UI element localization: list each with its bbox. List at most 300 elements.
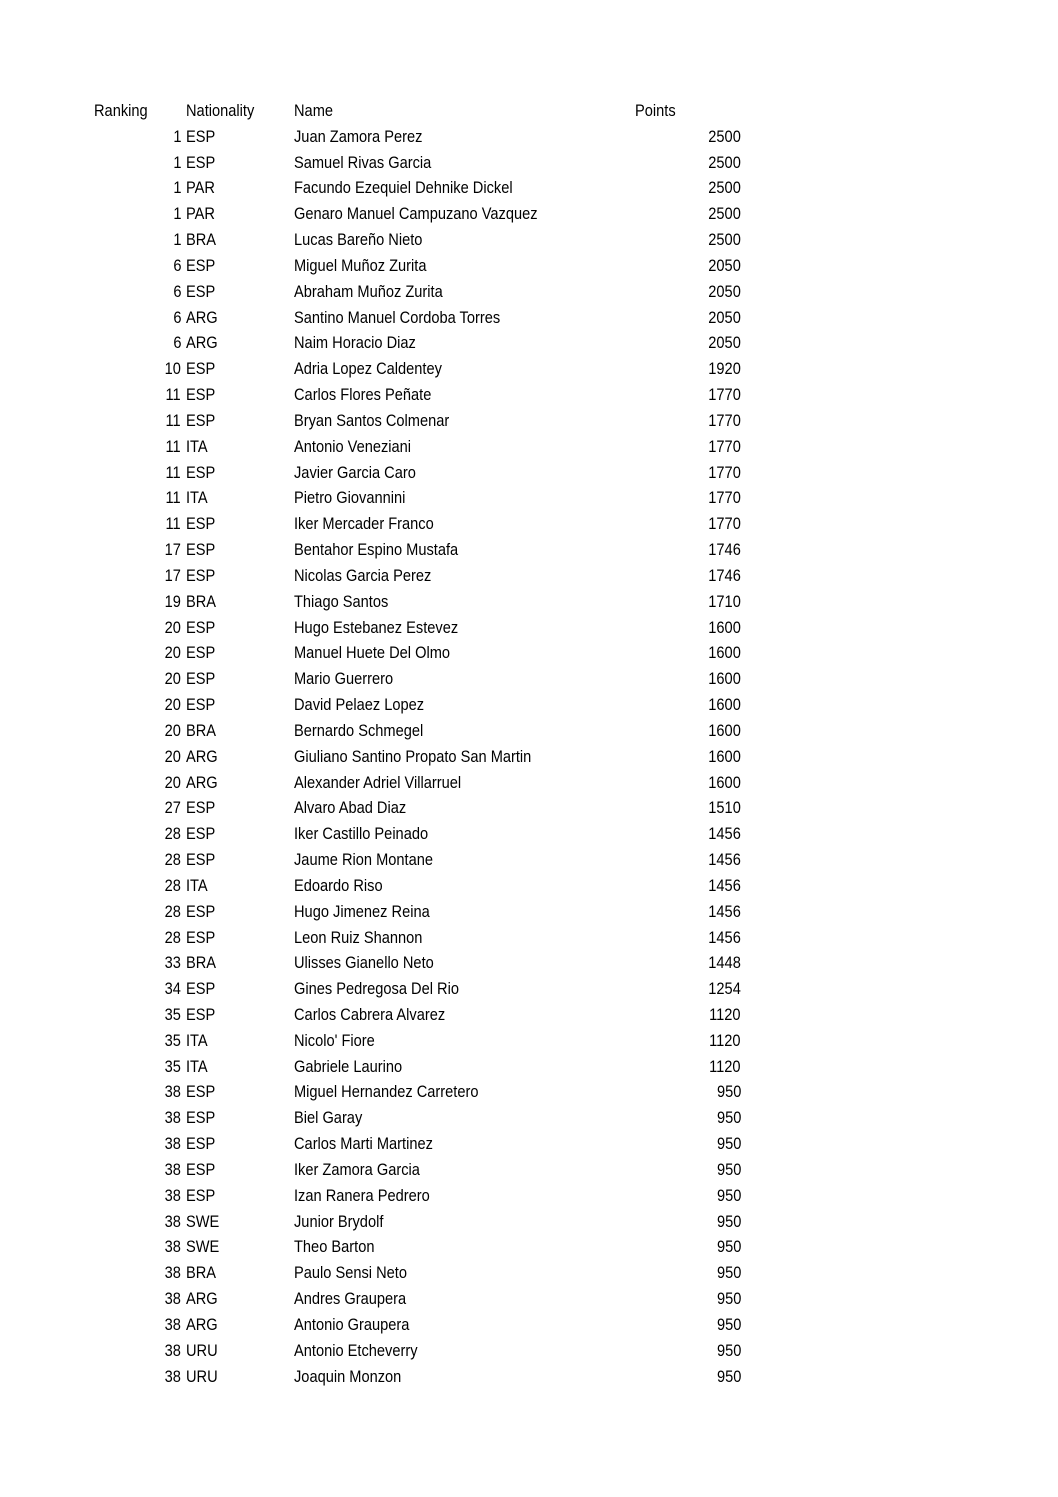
points-cell bbox=[630, 615, 741, 641]
points-value: 1770 bbox=[708, 488, 741, 508]
points-value: 950 bbox=[716, 1366, 741, 1386]
points-value: 950 bbox=[716, 1263, 741, 1283]
ranking-value: 34 bbox=[164, 979, 181, 999]
points-value: 2050 bbox=[708, 307, 741, 327]
table-row bbox=[0, 718, 1058, 744]
nationality-value: ESP bbox=[186, 824, 216, 844]
name-cell bbox=[294, 1183, 624, 1209]
points-cell bbox=[630, 666, 741, 692]
nationality-value: ESP bbox=[186, 1134, 216, 1154]
table-row bbox=[0, 821, 1058, 847]
player-name: Izan Ranera Pedrero bbox=[294, 1185, 430, 1205]
table-row bbox=[0, 873, 1058, 899]
nationality-value: ESP bbox=[186, 1185, 216, 1205]
ranking-cell bbox=[94, 1028, 181, 1054]
nationality-value: ITA bbox=[186, 1030, 208, 1050]
ranking-table bbox=[0, 98, 1058, 1389]
table-row bbox=[0, 1286, 1058, 1312]
points-value: 1456 bbox=[708, 824, 741, 844]
player-name: Carlos Cabrera Alvarez bbox=[294, 1004, 446, 1024]
name-cell bbox=[294, 1002, 624, 1028]
points-cell bbox=[630, 1338, 741, 1364]
player-name: Manuel Huete Del Olmo bbox=[294, 643, 451, 663]
points-cell bbox=[630, 330, 741, 356]
player-name: Nicolo' Fiore bbox=[294, 1030, 375, 1050]
table-row bbox=[0, 382, 1058, 408]
points-cell bbox=[630, 537, 741, 563]
nationality-cell bbox=[186, 356, 286, 382]
points-cell bbox=[630, 1131, 741, 1157]
name-cell bbox=[294, 330, 624, 356]
nationality-cell bbox=[186, 150, 286, 176]
points-cell bbox=[630, 1157, 741, 1183]
ranking-cell bbox=[94, 330, 181, 356]
points-value: 1510 bbox=[708, 798, 741, 818]
nationality-value: ITA bbox=[186, 1056, 208, 1076]
ranking-cell bbox=[94, 356, 181, 382]
points-value: 950 bbox=[716, 1134, 741, 1154]
table-row bbox=[0, 1312, 1058, 1338]
points-value: 950 bbox=[716, 1108, 741, 1128]
points-cell bbox=[630, 692, 741, 718]
points-value: 950 bbox=[716, 1289, 741, 1309]
points-cell bbox=[630, 175, 741, 201]
points-cell bbox=[630, 434, 741, 460]
name-cell bbox=[294, 150, 624, 176]
points-value: 1600 bbox=[708, 669, 741, 689]
nationality-cell bbox=[186, 1105, 286, 1131]
points-cell bbox=[630, 227, 741, 253]
player-name: Mario Guerrero bbox=[294, 669, 394, 689]
nationality-value: ESP bbox=[186, 255, 216, 275]
points-value: 1600 bbox=[708, 617, 741, 637]
nationality-value: BRA bbox=[186, 230, 217, 250]
table-row bbox=[0, 1260, 1058, 1286]
points-cell bbox=[630, 1286, 741, 1312]
points-value: 1770 bbox=[708, 436, 741, 456]
name-cell bbox=[294, 976, 624, 1002]
ranking-value: 20 bbox=[164, 772, 181, 792]
table-row bbox=[0, 330, 1058, 356]
table-header-row bbox=[0, 98, 1058, 124]
nationality-value: SWE bbox=[186, 1237, 220, 1257]
name-cell bbox=[294, 770, 624, 796]
points-cell bbox=[630, 1234, 741, 1260]
nationality-cell bbox=[186, 1234, 286, 1260]
nationality-cell bbox=[186, 1054, 286, 1080]
nationality-cell bbox=[186, 227, 286, 253]
ranking-value: 19 bbox=[164, 591, 181, 611]
nationality-cell bbox=[186, 666, 286, 692]
name-cell bbox=[294, 485, 624, 511]
player-name: Iker Mercader Franco bbox=[294, 514, 434, 534]
ranking-cell bbox=[94, 253, 181, 279]
nationality-value: ARG bbox=[186, 1314, 218, 1334]
table-row bbox=[0, 485, 1058, 511]
ranking-cell bbox=[94, 201, 181, 227]
nationality-cell bbox=[186, 718, 286, 744]
player-name: Edoardo Riso bbox=[294, 875, 383, 895]
nationality-value: ESP bbox=[186, 281, 216, 301]
nationality-value: ESP bbox=[186, 901, 216, 921]
ranking-value: 38 bbox=[164, 1134, 181, 1154]
player-name: Santino Manuel Cordoba Torres bbox=[294, 307, 501, 327]
table-row bbox=[0, 795, 1058, 821]
points-value: 950 bbox=[716, 1185, 741, 1205]
player-name: Bryan Santos Colmenar bbox=[294, 410, 450, 430]
nationality-value: ARG bbox=[186, 307, 218, 327]
nationality-value: ESP bbox=[186, 1108, 216, 1128]
points-cell bbox=[630, 976, 741, 1002]
table-row bbox=[0, 408, 1058, 434]
player-name: David Pelaez Lopez bbox=[294, 695, 425, 715]
ranking-value: 17 bbox=[164, 565, 181, 585]
ranking-value: 28 bbox=[164, 824, 181, 844]
table-row bbox=[0, 1157, 1058, 1183]
nationality-cell bbox=[186, 305, 286, 331]
table-row bbox=[0, 976, 1058, 1002]
name-cell bbox=[294, 1234, 624, 1260]
nationality-value: ESP bbox=[186, 462, 216, 482]
points-cell bbox=[630, 305, 741, 331]
player-name: Thiago Santos bbox=[294, 591, 389, 611]
table-row bbox=[0, 1234, 1058, 1260]
points-cell bbox=[630, 873, 741, 899]
ranking-value: 38 bbox=[164, 1314, 181, 1334]
player-name: Alexander Adriel Villarruel bbox=[294, 772, 462, 792]
name-cell bbox=[294, 1338, 624, 1364]
ranking-cell bbox=[94, 770, 181, 796]
points-value: 950 bbox=[716, 1082, 741, 1102]
nationality-cell bbox=[186, 1338, 286, 1364]
table-row bbox=[0, 175, 1058, 201]
nationality-value: ITA bbox=[186, 436, 208, 456]
ranking-value: 38 bbox=[164, 1185, 181, 1205]
nationality-value: ESP bbox=[186, 669, 216, 689]
points-cell bbox=[630, 925, 741, 951]
points-value: 1456 bbox=[708, 927, 741, 947]
nationality-value: ESP bbox=[186, 565, 216, 585]
table-row bbox=[0, 150, 1058, 176]
player-name: Lucas Bareño Nieto bbox=[294, 230, 423, 250]
player-name: Carlos Marti Martinez bbox=[294, 1134, 433, 1154]
nationality-value: ESP bbox=[186, 850, 216, 870]
ranking-value: 6 bbox=[172, 255, 181, 275]
player-name: Paulo Sensi Neto bbox=[294, 1263, 407, 1283]
ranking-cell bbox=[94, 1131, 181, 1157]
points-cell bbox=[630, 201, 741, 227]
ranking-cell bbox=[94, 1234, 181, 1260]
ranking-cell bbox=[94, 925, 181, 951]
nationality-value: BRA bbox=[186, 720, 217, 740]
name-cell bbox=[294, 460, 624, 486]
points-value: 950 bbox=[716, 1159, 741, 1179]
nationality-cell bbox=[186, 1209, 286, 1235]
nationality-value: URU bbox=[186, 1340, 218, 1360]
name-cell bbox=[294, 356, 624, 382]
points-value: 950 bbox=[716, 1340, 741, 1360]
table-row bbox=[0, 511, 1058, 537]
ranking-value: 17 bbox=[164, 540, 181, 560]
player-name: Theo Barton bbox=[294, 1237, 375, 1257]
ranking-cell bbox=[94, 795, 181, 821]
nationality-cell bbox=[186, 589, 286, 615]
ranking-cell bbox=[94, 305, 181, 331]
nationality-cell bbox=[186, 460, 286, 486]
player-name: Naim Horacio Diaz bbox=[294, 333, 416, 353]
points-cell bbox=[630, 1183, 741, 1209]
table-row bbox=[0, 1002, 1058, 1028]
player-name: Genaro Manuel Campuzano Vazquez bbox=[294, 204, 538, 224]
ranking-value: 33 bbox=[164, 953, 181, 973]
nationality-value: ESP bbox=[186, 126, 216, 146]
name-cell bbox=[294, 563, 624, 589]
player-name: Samuel Rivas Garcia bbox=[294, 152, 432, 172]
points-value: 1770 bbox=[708, 514, 741, 534]
points-cell bbox=[630, 1105, 741, 1131]
nationality-cell bbox=[186, 925, 286, 951]
points-value: 1600 bbox=[708, 746, 741, 766]
table-row bbox=[0, 1028, 1058, 1054]
nationality-value: URU bbox=[186, 1366, 218, 1386]
name-cell bbox=[294, 1028, 624, 1054]
ranking-cell bbox=[94, 950, 181, 976]
nationality-value: ARG bbox=[186, 1289, 218, 1309]
nationality-cell bbox=[186, 175, 286, 201]
player-name: Biel Garay bbox=[294, 1108, 363, 1128]
nationality-cell bbox=[186, 1364, 286, 1390]
ranking-cell bbox=[94, 1286, 181, 1312]
nationality-value: ESP bbox=[186, 979, 216, 999]
ranking-value: 11 bbox=[165, 385, 181, 405]
name-cell bbox=[294, 640, 624, 666]
nationality-cell bbox=[186, 279, 286, 305]
points-cell bbox=[630, 1312, 741, 1338]
nationality-cell bbox=[186, 770, 286, 796]
nationality-value: ESP bbox=[186, 617, 216, 637]
ranking-cell bbox=[94, 434, 181, 460]
points-cell bbox=[630, 460, 741, 486]
points-cell bbox=[630, 847, 741, 873]
points-value: 1456 bbox=[708, 875, 741, 895]
points-cell bbox=[630, 1002, 741, 1028]
points-cell bbox=[630, 640, 741, 666]
nationality-value: ESP bbox=[186, 1159, 216, 1179]
points-value: 950 bbox=[716, 1314, 741, 1334]
nationality-cell bbox=[186, 640, 286, 666]
table-row bbox=[0, 1183, 1058, 1209]
nationality-cell bbox=[186, 563, 286, 589]
points-cell bbox=[630, 718, 741, 744]
points-cell bbox=[630, 744, 741, 770]
ranking-cell bbox=[94, 485, 181, 511]
name-cell bbox=[294, 1054, 624, 1080]
player-name: Facundo Ezequiel Dehnike Dickel bbox=[294, 178, 513, 198]
name-cell bbox=[294, 124, 624, 150]
name-cell bbox=[294, 899, 624, 925]
nationality-cell bbox=[186, 1131, 286, 1157]
points-cell bbox=[630, 408, 741, 434]
player-name: Abraham Muñoz Zurita bbox=[294, 281, 443, 301]
player-name: Gines Pedregosa Del Rio bbox=[294, 979, 459, 999]
ranking-cell bbox=[94, 279, 181, 305]
player-name: Junior Brydolf bbox=[294, 1211, 384, 1231]
ranking-value: 38 bbox=[164, 1289, 181, 1309]
ranking-value: 11 bbox=[165, 462, 181, 482]
ranking-value: 1 bbox=[172, 178, 181, 198]
ranking-cell bbox=[94, 744, 181, 770]
player-name: Antonio Veneziani bbox=[294, 436, 412, 456]
ranking-value: 28 bbox=[164, 875, 181, 895]
ranking-cell bbox=[94, 1002, 181, 1028]
points-value: 2500 bbox=[708, 152, 741, 172]
player-name: Joaquin Monzon bbox=[294, 1366, 402, 1386]
header-ranking-label: Ranking bbox=[94, 101, 148, 120]
points-value: 1600 bbox=[708, 643, 741, 663]
nationality-value: ESP bbox=[186, 1004, 216, 1024]
nationality-value: ESP bbox=[186, 1082, 216, 1102]
points-value: 1120 bbox=[709, 1004, 741, 1024]
points-value: 1770 bbox=[708, 385, 741, 405]
ranking-cell bbox=[94, 1364, 181, 1390]
points-cell bbox=[630, 1364, 741, 1390]
ranking-cell bbox=[94, 382, 181, 408]
nationality-value: ARG bbox=[186, 333, 218, 353]
nationality-value: ESP bbox=[186, 540, 216, 560]
ranking-value: 28 bbox=[164, 927, 181, 947]
points-value: 1600 bbox=[708, 720, 741, 740]
points-cell bbox=[630, 795, 741, 821]
ranking-value: 28 bbox=[164, 901, 181, 921]
table-row bbox=[0, 950, 1058, 976]
ranking-cell bbox=[94, 1183, 181, 1209]
nationality-cell bbox=[186, 330, 286, 356]
table-row bbox=[0, 899, 1058, 925]
player-name: Jaume Rion Montane bbox=[294, 850, 433, 870]
ranking-value: 38 bbox=[164, 1108, 181, 1128]
ranking-cell bbox=[94, 589, 181, 615]
ranking-cell bbox=[94, 615, 181, 641]
ranking-value: 1 bbox=[172, 204, 181, 224]
player-name: Juan Zamora Perez bbox=[294, 126, 423, 146]
nationality-cell bbox=[186, 692, 286, 718]
nationality-value: ESP bbox=[186, 359, 216, 379]
table-row bbox=[0, 227, 1058, 253]
name-cell bbox=[294, 873, 624, 899]
nationality-cell bbox=[186, 821, 286, 847]
table-row bbox=[0, 666, 1058, 692]
name-cell bbox=[294, 1209, 624, 1235]
table-row bbox=[0, 279, 1058, 305]
ranking-value: 20 bbox=[164, 746, 181, 766]
nationality-cell bbox=[186, 950, 286, 976]
ranking-value: 11 bbox=[165, 436, 181, 456]
player-name: Andres Graupera bbox=[294, 1289, 407, 1309]
points-cell bbox=[630, 1028, 741, 1054]
ranking-cell bbox=[94, 1312, 181, 1338]
ranking-value: 27 bbox=[164, 798, 181, 818]
nationality-value: ESP bbox=[186, 643, 216, 663]
nationality-value: BRA bbox=[186, 591, 217, 611]
player-name: Pietro Giovannini bbox=[294, 488, 406, 508]
player-name: Alvaro Abad Diaz bbox=[294, 798, 407, 818]
nationality-cell bbox=[186, 511, 286, 537]
nationality-cell bbox=[186, 201, 286, 227]
table-row bbox=[0, 1054, 1058, 1080]
player-name: Iker Zamora Garcia bbox=[294, 1159, 420, 1179]
name-cell bbox=[294, 537, 624, 563]
ranking-cell bbox=[94, 821, 181, 847]
ranking-value: 20 bbox=[164, 669, 181, 689]
points-value: 950 bbox=[716, 1237, 741, 1257]
nationality-cell bbox=[186, 1286, 286, 1312]
nationality-value: ITA bbox=[186, 488, 208, 508]
ranking-cell bbox=[94, 1157, 181, 1183]
ranking-cell bbox=[94, 640, 181, 666]
ranking-cell bbox=[94, 1054, 181, 1080]
nationality-cell bbox=[186, 976, 286, 1002]
points-value: 2500 bbox=[708, 204, 741, 224]
ranking-value: 1 bbox=[172, 152, 181, 172]
table-row bbox=[0, 1364, 1058, 1390]
ranking-cell bbox=[94, 718, 181, 744]
nationality-cell bbox=[186, 1183, 286, 1209]
name-cell bbox=[294, 1105, 624, 1131]
points-cell bbox=[630, 1260, 741, 1286]
points-value: 2500 bbox=[708, 126, 741, 146]
name-cell bbox=[294, 744, 624, 770]
ranking-cell bbox=[94, 666, 181, 692]
nationality-cell bbox=[186, 537, 286, 563]
table-row bbox=[0, 640, 1058, 666]
points-value: 2500 bbox=[708, 178, 741, 198]
points-cell bbox=[630, 382, 741, 408]
points-value: 1120 bbox=[709, 1056, 741, 1076]
points-cell bbox=[630, 589, 741, 615]
player-name: Giuliano Santino Propato San Martin bbox=[294, 746, 532, 766]
table-row bbox=[0, 744, 1058, 770]
points-cell bbox=[630, 770, 741, 796]
table-row bbox=[0, 305, 1058, 331]
player-name: Bentahor Espino Mustafa bbox=[294, 540, 459, 560]
nationality-cell bbox=[186, 1260, 286, 1286]
name-cell bbox=[294, 795, 624, 821]
player-name: Antonio Graupera bbox=[294, 1314, 410, 1334]
ranking-value: 28 bbox=[164, 850, 181, 870]
table-row bbox=[0, 563, 1058, 589]
points-value: 1746 bbox=[708, 565, 741, 585]
header-points bbox=[635, 98, 746, 124]
ranking-value: 6 bbox=[172, 307, 181, 327]
table-row bbox=[0, 253, 1058, 279]
player-name: Ulisses Gianello Neto bbox=[294, 953, 434, 973]
table-row bbox=[0, 847, 1058, 873]
points-cell bbox=[630, 1209, 741, 1235]
table-row bbox=[0, 434, 1058, 460]
ranking-value: 35 bbox=[164, 1030, 181, 1050]
ranking-value: 38 bbox=[164, 1340, 181, 1360]
points-value: 1448 bbox=[708, 953, 741, 973]
points-cell bbox=[630, 485, 741, 511]
ranking-cell bbox=[94, 1079, 181, 1105]
player-name: Hugo Jimenez Reina bbox=[294, 901, 430, 921]
name-cell bbox=[294, 382, 624, 408]
name-cell bbox=[294, 666, 624, 692]
ranking-value: 35 bbox=[164, 1056, 181, 1076]
table-row bbox=[0, 124, 1058, 150]
ranking-cell bbox=[94, 1260, 181, 1286]
nationality-value: PAR bbox=[186, 178, 215, 198]
